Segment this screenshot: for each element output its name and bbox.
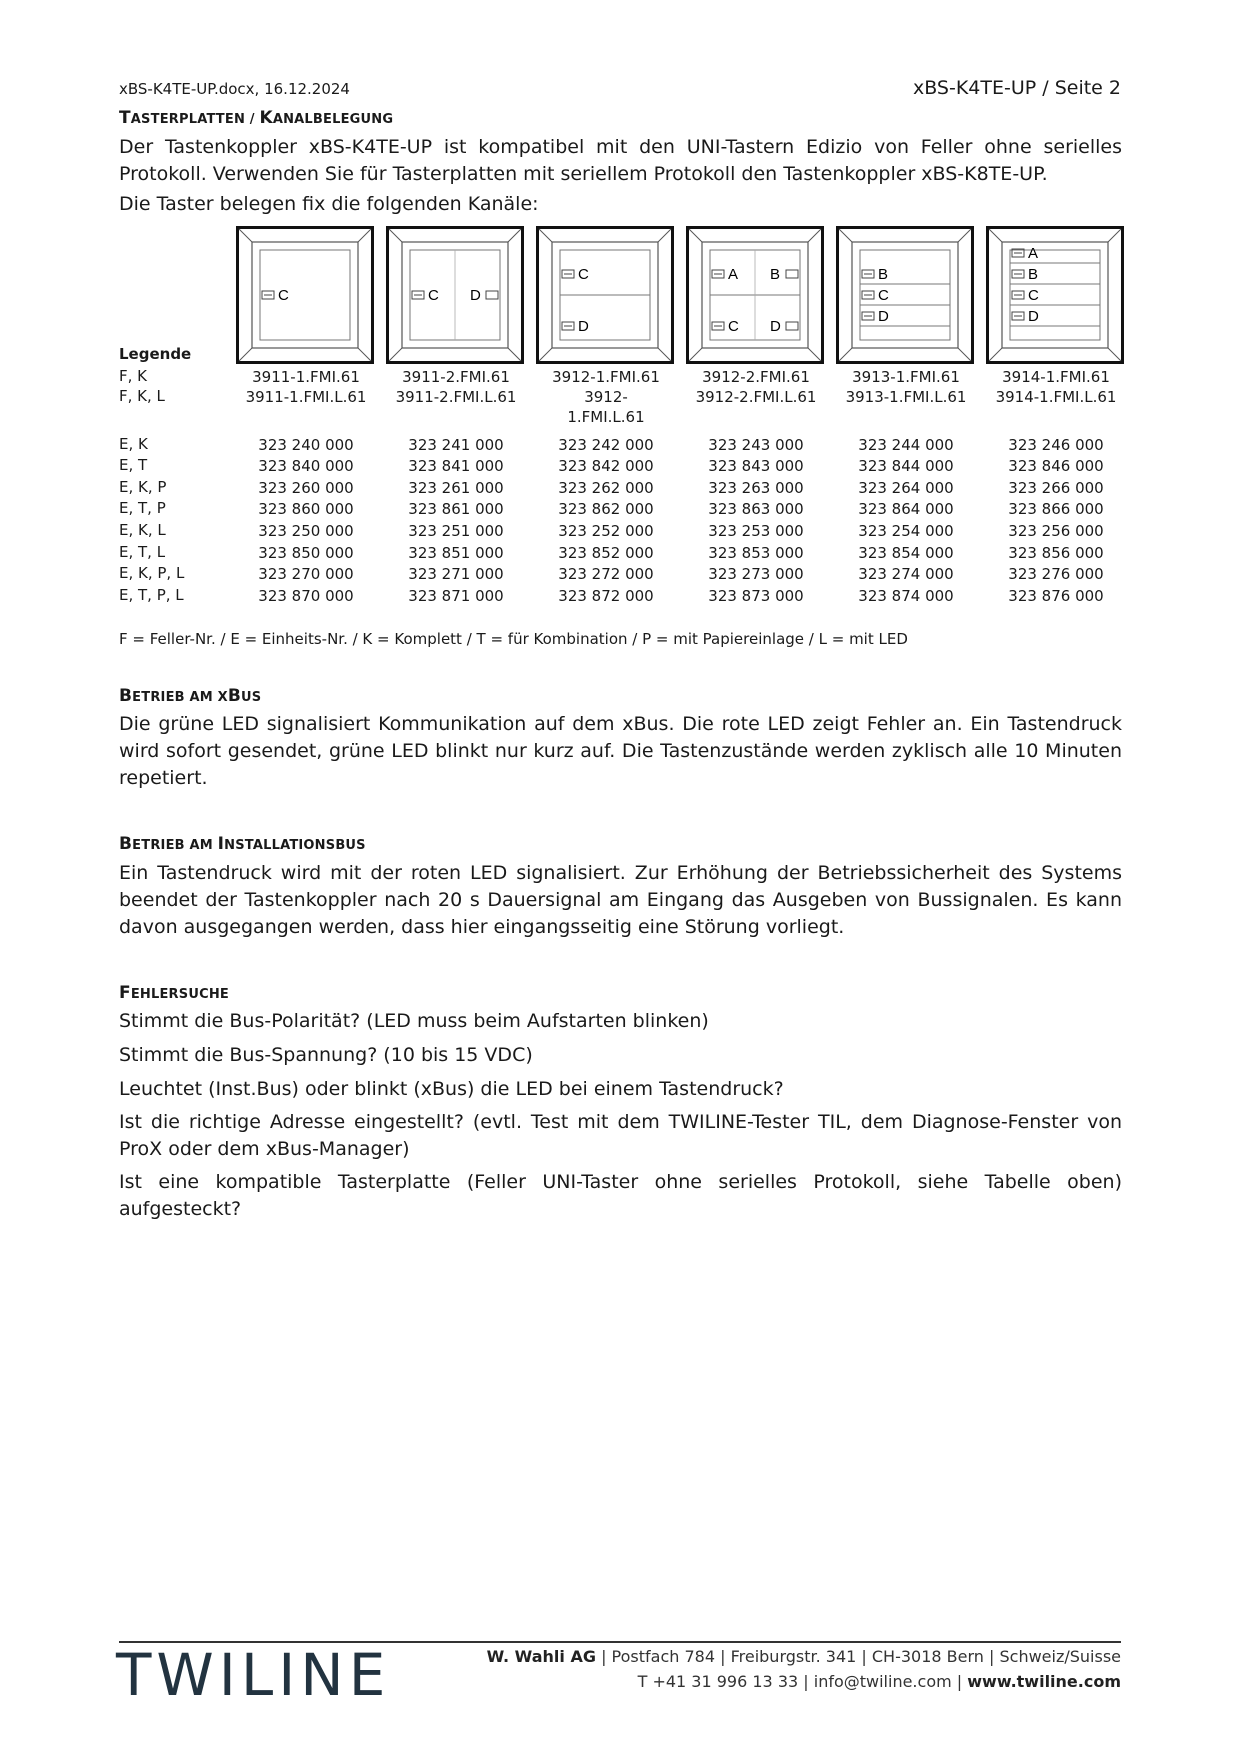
website-link[interactable]: www.twiline.com xyxy=(967,1672,1121,1691)
plate-diagram-1 xyxy=(236,226,374,364)
table-row-label: E, T xyxy=(119,456,148,474)
channel-label: D xyxy=(770,318,781,335)
section-heading-betrieb-installationsbus: BETRIEB AM INSTALLATIONSBUS xyxy=(119,834,366,854)
table-cell: 323 270 000 xyxy=(258,565,354,583)
channel-label: B xyxy=(878,266,889,283)
installationsbus-paragraph: Ein Tastendruck wird mit der roten LED signalisiert. Zur Erhöhung der Betriebssicherheit des Systems beendet der Tastenkoppler nach 20 s Dauersignal am Eingang das Ausgeben von Bussignalen. Es kann davon ausgegangen werden, dass hier eingangsseitig eine Störung vorliegt. xyxy=(119,862,1122,938)
table-cell: 323 264 000 xyxy=(858,479,954,497)
footer-address: W. Wahli AG | Postfach 784 | Freiburgstr. 341 | CH-3018 Bern | Schweiz/Suisse xyxy=(486,1647,1121,1666)
channel-label: C xyxy=(578,266,589,283)
table-cell: 323 872 000 xyxy=(558,587,654,605)
legend-footnote: F = Feller-Nr. / E = Einheits-Nr. / K = Komplett / T = für Kombination / P = mit Papiereinlage / L = mit LED xyxy=(119,630,908,648)
table-cell: 323 856 000 xyxy=(1008,544,1104,562)
table-cell: 323 246 000 xyxy=(1008,436,1104,454)
table-cell: 323 851 000 xyxy=(408,544,504,562)
channel-label: D xyxy=(878,308,889,325)
footer-contact: T +41 31 996 13 33 | info@twiline.com | www.twiline.com xyxy=(637,1672,1121,1691)
table-cell: 323 870 000 xyxy=(258,587,354,605)
table-cell: 323 254 000 xyxy=(858,522,954,540)
table-cell: 323 242 000 xyxy=(558,436,654,454)
table-cell: 323 263 000 xyxy=(708,479,804,497)
table-row-label: F, K xyxy=(119,367,148,385)
table-cell: 323 273 000 xyxy=(708,565,804,583)
legend-heading: Legende xyxy=(119,345,192,363)
table-cell: 323 251 000 xyxy=(408,522,504,540)
table-cell: 323 854 000 xyxy=(858,544,954,562)
table-row-label: E, K, P xyxy=(119,478,167,496)
troubleshoot-item: Stimmt die Bus-Spannung? (10 bis 15 VDC) xyxy=(119,1044,533,1066)
table-cell: 323 874 000 xyxy=(858,587,954,605)
channel-label: C xyxy=(278,287,289,304)
table-cell: 3914-1.FMI.61 xyxy=(1002,368,1110,386)
table-cell: 323 862 000 xyxy=(558,500,654,518)
compatibility-paragraph: Der Tastenkoppler xBS-K4TE-UP ist kompatibel mit den UNI-Tastern Edizio von Feller ohne serielles Protokoll. Verwenden Sie für Tasterplatten mit seriellem Protokoll den Tastenkoppler xBS-K8TE-UP. xyxy=(119,136,1122,185)
table-cell: 323 244 000 xyxy=(858,436,954,454)
table-row-label: E, K, L xyxy=(119,521,166,539)
channel-intro-text: Die Taster belegen fix die folgenden Kanäle: xyxy=(119,193,539,215)
table-cell: 323 840 000 xyxy=(258,457,354,475)
xbus-paragraph: Die grüne LED signalisiert Kommunikation auf dem xBus. Die rote LED zeigt Fehler an. Ein Tastendruck wird sofort gesendet, grüne LED blinkt nur kurz auf. Die Tastenzustände werden zyklisch alle 10 Minuten repetiert. xyxy=(119,713,1122,789)
plate-diagram-6 xyxy=(986,226,1124,364)
table-cell: 323 256 000 xyxy=(1008,522,1104,540)
table-cell: 323 240 000 xyxy=(258,436,354,454)
plate-diagram-3 xyxy=(536,226,674,364)
table-cell: 323 266 000 xyxy=(1008,479,1104,497)
table-cell: 323 843 000 xyxy=(708,457,804,475)
table-cell: 323 844 000 xyxy=(858,457,954,475)
table-row-label: E, K, P, L xyxy=(119,564,185,582)
channel-label: A xyxy=(1028,245,1039,262)
table-cell: 3912-1.FMI.61 xyxy=(552,368,660,386)
channel-label: C xyxy=(878,287,889,304)
plate-diagram-4 xyxy=(686,226,824,364)
table-cell: 323 272 000 xyxy=(558,565,654,583)
channel-label: D xyxy=(470,287,481,304)
table-cell: 323 274 000 xyxy=(858,565,954,583)
table-cell: 323 850 000 xyxy=(258,544,354,562)
table-cell: 323 841 000 xyxy=(408,457,504,475)
table-cell: 323 260 000 xyxy=(258,479,354,497)
channel-label: D xyxy=(578,318,589,335)
table-cell: 3913-1.FMI.61 xyxy=(852,368,960,386)
table-row-label: E, T, P, L xyxy=(119,586,184,604)
troubleshoot-item: Ist die richtige Adresse eingestellt? (evtl. Test mit dem TWILINE-Tester TIL, dem Diagnose-Fenster von ProX oder dem xBus-Manager) xyxy=(119,1111,1122,1160)
table-cell: 3912-2.FMI.L.61 xyxy=(695,388,817,406)
table-row-label: E, T, L xyxy=(119,543,166,561)
table-cell: 323 271 000 xyxy=(408,565,504,583)
table-cell: 3911-1.FMI.L.61 xyxy=(245,388,367,406)
table-cell: 323 873 000 xyxy=(708,587,804,605)
table-cell: 323 241 000 xyxy=(408,436,504,454)
table-row-label: E, T, P xyxy=(119,499,166,517)
table-cell: 323 863 000 xyxy=(708,500,804,518)
channel-label: D xyxy=(1028,308,1039,325)
company-name: W. Wahli AG xyxy=(486,1647,596,1666)
table-row-label: F, K, L xyxy=(119,387,165,405)
table-cell: 3912- 1.FMI.L.61 xyxy=(567,388,645,426)
channel-label: A xyxy=(728,266,739,283)
plate-diagram-5 xyxy=(836,226,974,364)
table-cell: 323 253 000 xyxy=(708,522,804,540)
channel-label: B xyxy=(770,266,781,283)
section-heading-betrieb-xbus: BETRIEB AM XBUS xyxy=(119,686,262,706)
plate-diagram-2 xyxy=(386,226,524,364)
section-heading-fehlersuche: FEHLERSUCHE xyxy=(119,983,229,1003)
twiline-logo: TWILINE xyxy=(116,1641,391,1709)
table-cell: 323 871 000 xyxy=(408,587,504,605)
table-cell: 323 276 000 xyxy=(1008,565,1104,583)
table-cell: 323 853 000 xyxy=(708,544,804,562)
table-cell: 323 261 000 xyxy=(408,479,504,497)
table-cell: 323 846 000 xyxy=(1008,457,1104,475)
document-filename-date: xBS-K4TE-UP.docx, 16.12.2024 xyxy=(119,80,350,98)
page-title: xBS-K4TE-UP / Seite 2 xyxy=(912,77,1121,99)
channel-label: C xyxy=(728,318,739,335)
table-cell: 3911-2.FMI.L.61 xyxy=(395,388,517,406)
troubleshoot-item: Ist eine kompatible Tasterplatte (Feller UNI-Taster ohne serielles Protokoll, siehe Tabelle oben) aufgesteckt? xyxy=(119,1171,1122,1220)
channel-label: B xyxy=(1028,266,1039,283)
table-cell: 323 252 000 xyxy=(558,522,654,540)
table-cell: 323 866 000 xyxy=(1008,500,1104,518)
table-cell: 323 861 000 xyxy=(408,500,504,518)
table-cell: 323 860 000 xyxy=(258,500,354,518)
table-cell: 323 243 000 xyxy=(708,436,804,454)
table-row-label: E, K xyxy=(119,435,148,453)
table-cell: 3914-1.FMI.L.61 xyxy=(995,388,1117,406)
table-cell: 323 864 000 xyxy=(858,500,954,518)
section-heading-tasterplatten: TASTERPLATTEN / KANALBELEGUNG xyxy=(119,108,394,128)
table-cell: 3913-1.FMI.L.61 xyxy=(845,388,967,406)
troubleshoot-item: Leuchtet (Inst.Bus) oder blinkt (xBus) die LED bei einem Tastendruck? xyxy=(119,1078,784,1100)
troubleshoot-item: Stimmt die Bus-Polarität? (LED muss beim Aufstarten blinken) xyxy=(119,1010,709,1032)
table-cell: 3911-2.FMI.61 xyxy=(402,368,510,386)
table-cell: 323 876 000 xyxy=(1008,587,1104,605)
table-cell: 323 262 000 xyxy=(558,479,654,497)
table-cell: 323 842 000 xyxy=(558,457,654,475)
table-cell: 323 852 000 xyxy=(558,544,654,562)
channel-label: C xyxy=(1028,287,1039,304)
channel-label: C xyxy=(428,287,439,304)
table-cell: 323 250 000 xyxy=(258,522,354,540)
table-cell: 3912-2.FMI.61 xyxy=(702,368,810,386)
table-cell: 3911-1.FMI.61 xyxy=(252,368,360,386)
